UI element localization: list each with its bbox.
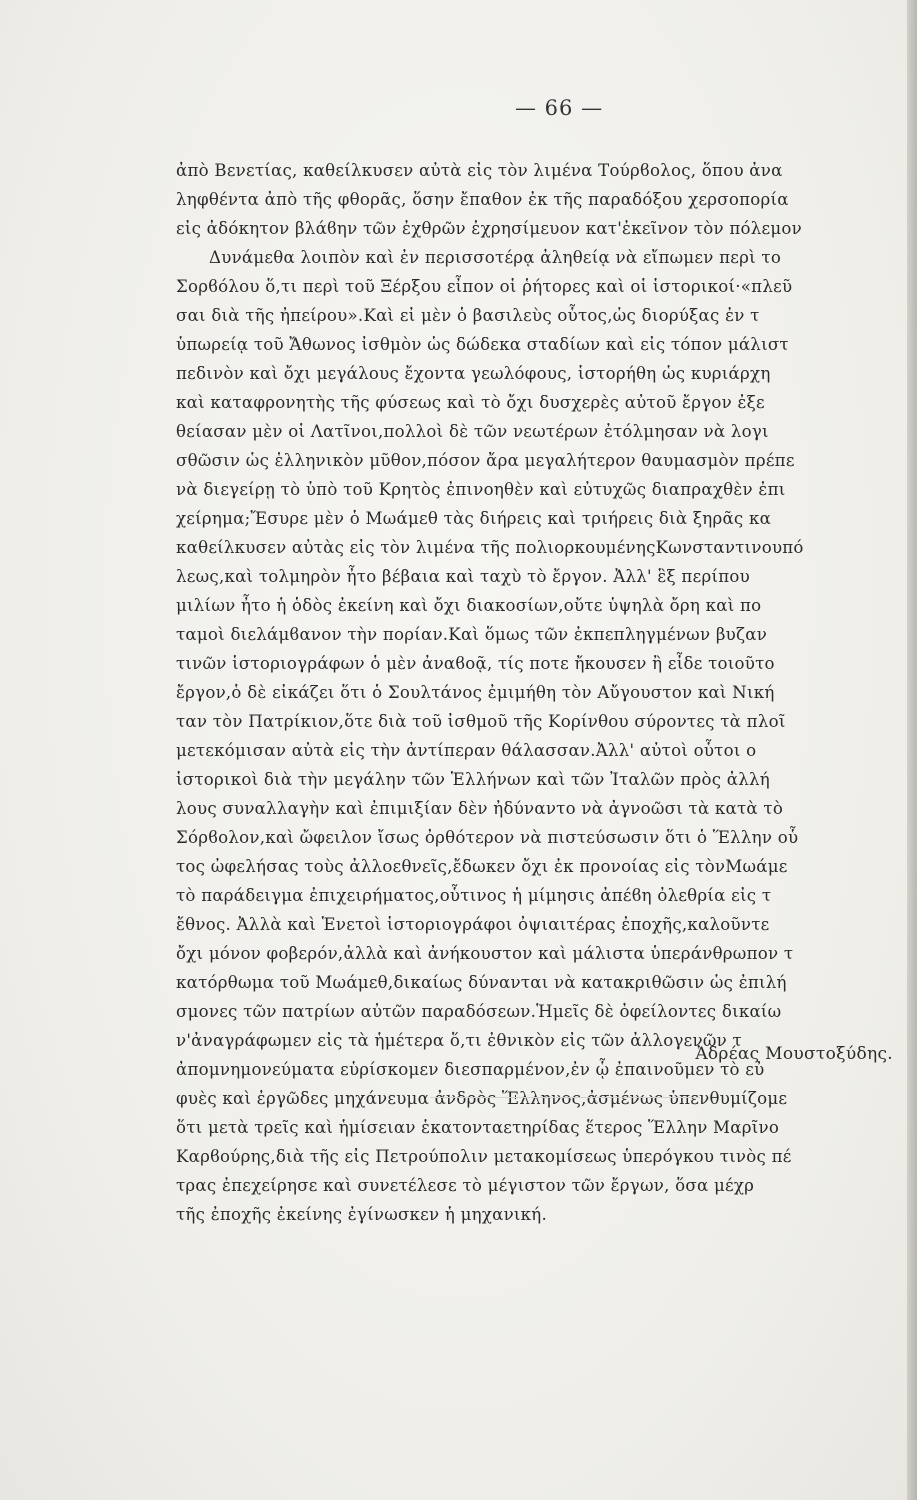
text-line: κατόρθωμα τοῦ Μωάμεθ,δικαίως δύνανται νὰ κατακριθῶσιν ὡς ἐπιλή (176, 973, 787, 992)
text-line: μιλίων ἦτο ἡ ὁδὸς ἐκείνη καὶ ὄχι διακοσίων,οὔτε ὑψηλὰ ὄρη καὶ πο (176, 596, 762, 615)
text-line: σθῶσιν ὡς ἑλληνικὸν μῦθον,πόσον ἄρα μεγαλήτερον θαυμασμὸν πρέπε (176, 451, 795, 470)
text-line: ληφθέντα ἀπὸ τῆς φθορᾶς, ὅσην ἔπαθον ἐκ τῆς παραδόξου χερσοπορία (176, 190, 789, 209)
text-line: ὅτι μετὰ τρεῖς καὶ ἡμίσειαν ἑκατονταετηρίδας ἕτερος Ἕλλην Μαρῖνο (176, 1118, 780, 1137)
text-line: χείρημα;Ἔσυρε μὲν ὁ Μωάμεθ τὰς διήρεις καὶ τριήρεις διὰ ξηρᾶς κα (176, 509, 772, 528)
text-line: φυὲς καὶ ἐργῶδες μηχάνευμα ἀνδρὸς Ἕλληνος,ἀσμένως ὑπενθυμίζομε (176, 1089, 788, 1108)
text-line: τρας ἐπεχείρησε καὶ συνετέλεσε τὸ μέγιστον τῶν ἔργων, ὅσα μέχρ (176, 1176, 755, 1195)
text-line: Σορϐόλου ὅ,τι περὶ τοῦ Ξέρξου εἶπον οἱ ῥήτορες καὶ οἱ ἱστορικοί·«πλεῦ (176, 277, 793, 296)
text-line: ταμοὶ διελάμϐανον τὴν πορίαν.Καὶ ὅμως τῶν ἐκπεπληγμένων βυζαν (176, 625, 768, 644)
text-line: σμονες τῶν πατρίων αὐτῶν παραδόσεων.Ἡμεῖς δὲ ὀφείλοντες δικαίω (176, 1002, 782, 1021)
text-line: σαι διὰ τῆς ἠπείρου».Καὶ εἰ μὲν ὁ βασιλεὺς οὗτος,ὡς διορύξας ἐν τ (176, 306, 760, 325)
body-text (176, 156, 913, 1229)
text-line: καὶ καταφρονητὴς τῆς φύσεως καὶ τὸ ὄχι δυσχερὲς αὐτοῦ ἔργον ἐξε (176, 393, 765, 412)
text-line: λους συναλλαγὴν καὶ ἐπιμιξίαν δὲν ἠδύναντο νὰ ἀγνοῶσι τὰ κατὰ τὸ (176, 799, 784, 818)
author-signature: Ἀδρέας Μουστοξύδης. (695, 1044, 893, 1064)
text-line: θείασαν μὲν οἱ Λατῖνοι,πολλοὶ δὲ τῶν νεωτέρων ἐτόλμησαν νὰ λογι (176, 422, 769, 441)
text-line: ἔργον,ὁ δὲ εἰκάζει ὅτι ὁ Σουλτάνος ἐμιμήθη τὸν Αὔγουστον καὶ Νική (176, 683, 775, 702)
text-line: λεως,καὶ τολμηρὸν ἦτο βέβαια καὶ ταχὺ τὸ ἔργον. Ἀλλ' ἓξ περίπου (176, 567, 750, 586)
text-line: μετεκόμισαν αὐτὰ εἰς τὴν ἀντίπεραν θάλασσαν.Ἀλλ' αὐτοὶ οὗτοι ο (176, 741, 757, 760)
bleed-through-rule (430, 1097, 700, 1098)
text-line: ἱστορικοὶ διὰ τὴν μεγάλην τῶν Ἑλλήνων καὶ τῶν Ἰταλῶν πρὸς ἀλλή (176, 770, 770, 789)
text-line: τος ὠφελήσας τοὺς ἀλλοεθνεῖς,ἔδωκεν ὄχι ἐκ προνοίας εἰς τὸνΜωάμε (176, 857, 788, 876)
text-line: Σόρϐολον,καὶ ὤφειλον ἴσως ὀρθότερον νὰ πιστεύσωσιν ὅτι ὁ Ἕλλην οὗ (176, 828, 799, 847)
page-edge-shadow (907, 0, 917, 1500)
text-line: Καρϐούρης,διὰ τῆς εἰς Πετρούπολιν μετακομίσεως ὑπερόγκου τινὸς πέ (176, 1147, 792, 1166)
text-line: πεδινὸν καὶ ὄχι μεγάλους ἔχοντα γεωλόφους, ἱστορήθη ὡς κυριάρχη (176, 364, 771, 383)
text-line: ὄχι μόνον φοβερόν,ἀλλὰ καὶ ἀνήκουστον καὶ μάλιστα ὑπεράνθρωπον τ (176, 944, 794, 963)
text-line: καθείλκυσεν αὐτὰς εἰς τὸν λιμένα τῆς πολιορκουμένηςΚωνσταντινουπό (176, 538, 804, 557)
page-number: — 66 — (515, 96, 604, 120)
text-line: ταν τὸν Πατρίκιον,ὅτε διὰ τοῦ ἰσθμοῦ τῆς Κορίνθου σύροντες τὰ πλοῖ (176, 712, 786, 731)
text-line: νὰ διεγείρῃ τὸ ὑπὸ τοῦ Κρητὸς ἐπινοηθὲν καὶ εὐτυχῶς διαπραχθὲν ἐπι (176, 480, 786, 499)
text-line: Δυνάμεθα λοιπὸν καὶ ἐν περισσοτέρᾳ ἀληθείᾳ νὰ εἴπωμεν περὶ το (209, 248, 782, 267)
text-line: εἰς ἀδόκητον βλάϐην τῶν ἐχθρῶν ἐχρησίμευον κατ'ἐκεῖνον τὸν πόλεμον (176, 219, 803, 238)
text-line: ἔθνος. Ἀλλὰ καὶ Ἑνετοὶ ἱστοριογράφοι ὀψιαιτέρας ἐποχῆς,καλοῦντε (176, 915, 770, 934)
text-line: τινῶν ἱστοριογράφων ὁ μὲν ἀναϐοᾷ, τίς ποτε ἤκουσεν ἢ εἶδε τοιοῦτο (176, 654, 775, 673)
text-line: τὸ παράδειγμα ἐπιχειρήματος,οὗτινος ἡ μίμησις ἀπέϐη ὀλεθρία εἰς τ (176, 886, 772, 905)
text-line: ν'ἀναγράφωμεν εἰς τὰ ἡμέτερα ὅ,τι ἐθνικὸν εἰς τῶν ἀλλογενῶν τ (176, 1031, 742, 1050)
text-line: ὑπωρείᾳ τοῦ Ἄθωνος ἰσθμὸν ὡς δώδεκα σταδίων καὶ εἰς τόπον μάλιστ (176, 335, 789, 354)
text-line: τῆς ἐποχῆς ἐκείνης ἐγίνωσκεν ἡ μηχανική. (176, 1205, 548, 1224)
text-line: ἀπὸ Βενετίας, καθείλκυσεν αὐτὰ εἰς τὸν λιμένα Τούρϐολος, ὅπου ἀνα (176, 161, 783, 180)
text-line: ἀπομνημονεύματα εὑρίσκομεν διεσπαρμένον,ἐν ᾧ ἐπαινοῦμεν τὸ εὐ (176, 1060, 765, 1079)
